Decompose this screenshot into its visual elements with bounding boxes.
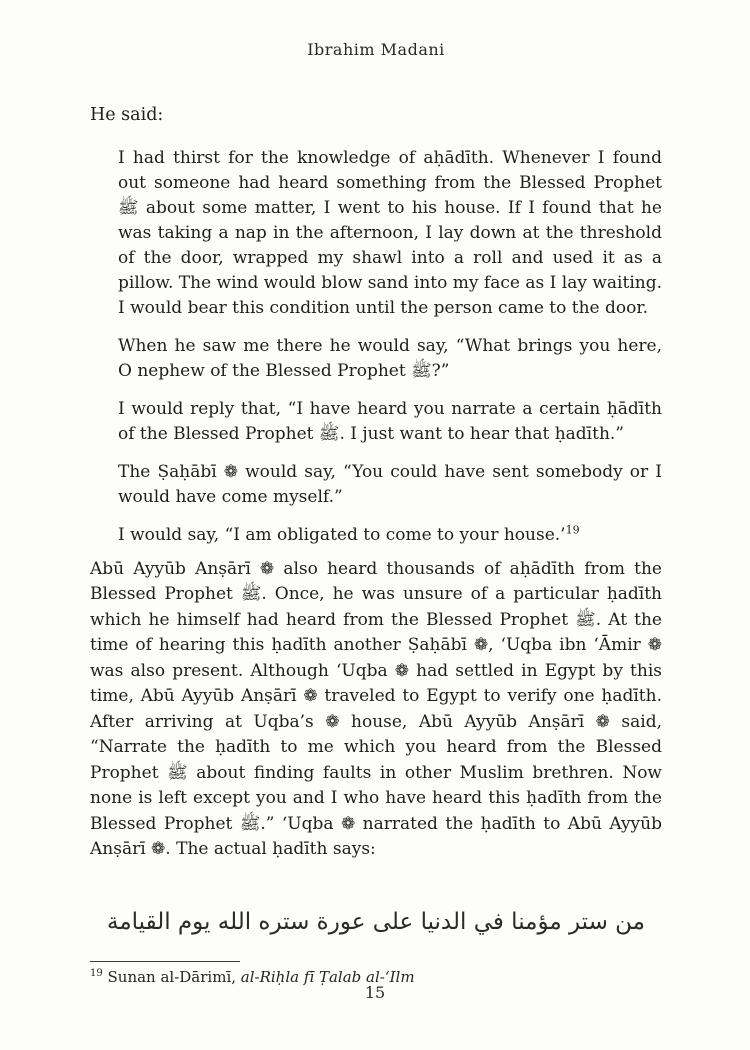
- quote-paragraph: The Ṣaḥābī ❁ would say, “You could have sent somebody or I would have come myself.”: [118, 461, 662, 507]
- quote-paragraph: I had thirst for the knowledge of aḥādīth. Whenever I found out someone had heard something from the Blessed Prophet ﷺ about some matter, I went to his house. If I found that he was taking a nap in the afternoon, I lay down at the threshold of the door, wrapped my shawl into a roll and used it as a pillow. The wind would blow sand into my face as I lay waiting. I would bear this condition until the person came to the door.: [118, 147, 662, 318]
- lead-in-text: He said:: [90, 105, 164, 125]
- quote-block: [90, 146, 662, 548]
- main-paragraph: Abū Ayyūb Anṣārī ❁ also heard thousands of aḥādīth from the Blessed Prophet ﷺ. Once, he was unsure of a particular ḥadīth which he himself had heard from the Blessed Prophet ﷺ. At the time of hearing this ḥadīth another Ṣaḥābī ❁, ‘Uqba ibn ‘Āmir ❁ was also present. Although ‘Uqba ❁ had settled in Egypt by this time, Abū Ayyūb Anṣārī ❁ traveled to Egypt to verify one ḥadīth. After arriving at Uqba’s ❁ house, Abū Ayyūb Anṣārī ❁ said, “Narrate the ḥadīth to me which you heard from the Blessed Prophet ﷺ about finding faults in other Muslim brethren. Now none is left except you and I who have heard this ḥadīth from the Blessed Prophet ﷺ.” ‘Uqba ❁ narrated the ḥadīth to Abū Ayyūb Anṣārī ❁. The actual ḥadīth says:: [90, 558, 662, 859]
- page-number: 15: [364, 983, 386, 1002]
- quote-paragraph: I would reply that, “I have heard you narrate a certain ḥādīth of the Blessed Prophet ﷺ. I just want to hear that ḥadīth.”: [118, 398, 662, 444]
- quote-paragraph-text: I would say, “I am obligated to come to your house.’: [118, 524, 566, 545]
- arabic-hadith-text: من ستر مؤمنا في الدنيا على عورة ستره الله يوم القيامة: [106, 908, 646, 935]
- quote-paragraph: When he saw me there he would say, “What brings you here, O nephew of the Blessed Prophet ﷺ?”: [118, 335, 662, 381]
- running-header: Ibrahim Madani: [307, 40, 445, 59]
- footnote-source: Sunan al-Dārimī,: [102, 967, 241, 986]
- quote-paragraph: [90, 523, 662, 548]
- footnote-ref-superscript: 19: [565, 522, 580, 536]
- footnote-marker: 19: [90, 967, 103, 979]
- footnote-work-title: al-Riḥla fī Ṭalab al-‘Ilm: [240, 967, 415, 986]
- footnote-divider: [90, 961, 240, 962]
